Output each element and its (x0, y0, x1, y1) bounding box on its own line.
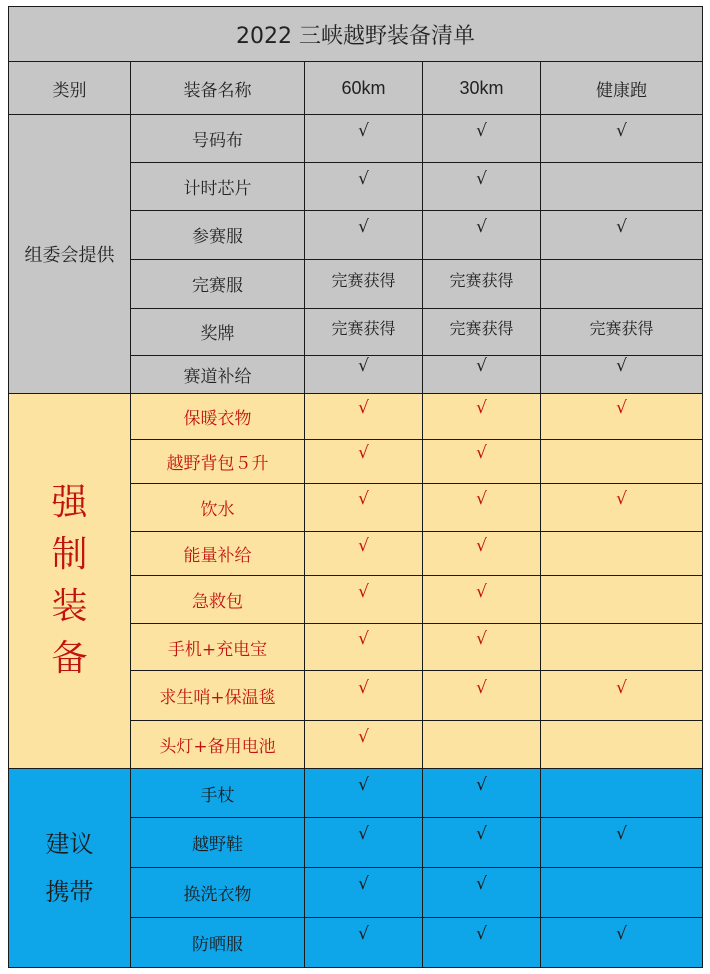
check-mark: √ (476, 677, 487, 698)
check-mark: √ (476, 216, 487, 237)
cell-c60 (305, 115, 423, 163)
check-mark: √ (616, 120, 627, 141)
cell-c60 (305, 769, 423, 817)
header-30km: 30km (423, 62, 541, 115)
cell-c60 (305, 532, 423, 576)
check-mark: √ (616, 924, 627, 945)
category-char: 强 (51, 482, 88, 524)
cell-c30 (423, 483, 541, 531)
category-mandatory (9, 393, 131, 769)
cell-c30 (423, 817, 541, 867)
check-mark: √ (358, 489, 369, 510)
cell-c30 (423, 308, 541, 355)
check-mark: √ (358, 629, 369, 650)
cell-c60 (305, 308, 423, 355)
equipment-list-sheet (8, 6, 702, 968)
cell-c60 (305, 867, 423, 917)
check-mark: √ (358, 168, 369, 189)
header-health-run: 健康跑 (541, 62, 703, 115)
check-mark: √ (476, 120, 487, 141)
header-60km: 60km (305, 62, 423, 115)
cell-c60 (305, 211, 423, 259)
cell-text: 完赛获得 (449, 271, 514, 291)
title-row (9, 7, 703, 62)
check-mark: √ (616, 489, 627, 510)
cell-health (541, 439, 703, 483)
cell-c30 (423, 576, 541, 624)
item-name: 急救包 (131, 576, 305, 624)
cell-c60 (305, 576, 423, 624)
cell-c60 (305, 483, 423, 531)
item-name: 越野背包５升 (131, 439, 305, 483)
item-name: 完赛服 (131, 259, 305, 308)
cell-c30 (423, 671, 541, 721)
check-mark: √ (358, 443, 369, 464)
item-name: 奖牌 (131, 308, 305, 355)
cell-health (541, 393, 703, 439)
cell-c30 (423, 259, 541, 308)
cell-health (541, 211, 703, 259)
cell-c30 (423, 355, 541, 393)
check-mark: √ (616, 398, 627, 419)
check-mark: √ (358, 216, 369, 237)
check-mark: √ (476, 775, 487, 796)
table-row (9, 393, 703, 439)
cell-health (541, 721, 703, 769)
item-name: 手杖 (131, 769, 305, 817)
cell-c30 (423, 769, 541, 817)
cell-c60 (305, 259, 423, 308)
check-mark: √ (476, 398, 487, 419)
item-name: 赛道补给 (131, 355, 305, 393)
check-mark: √ (616, 824, 627, 845)
check-mark: √ (358, 775, 369, 796)
check-mark: √ (476, 874, 487, 895)
cell-c30 (423, 867, 541, 917)
check-mark: √ (476, 629, 487, 650)
cell-health (541, 624, 703, 671)
check-mark: √ (476, 489, 487, 510)
cell-c60 (305, 393, 423, 439)
check-mark: √ (476, 535, 487, 556)
cell-c60 (305, 917, 423, 967)
table-title: 2022 三峡越野装备清单 (9, 7, 703, 62)
check-mark: √ (476, 356, 487, 377)
cell-text: 完赛获得 (331, 271, 396, 291)
item-name: 计时芯片 (131, 163, 305, 211)
header-category: 类别 (9, 62, 131, 115)
item-name: 号码布 (131, 115, 305, 163)
cell-c30 (423, 721, 541, 769)
header-row (9, 62, 703, 115)
category-line: 建议 (45, 830, 94, 859)
category-line: 携带 (45, 878, 94, 907)
cell-c60 (305, 721, 423, 769)
category-organizer: 组委会提供 (9, 115, 131, 394)
cell-c30 (423, 624, 541, 671)
cell-c30 (423, 163, 541, 211)
cell-c30 (423, 211, 541, 259)
cell-c60 (305, 439, 423, 483)
item-name: 手机+充电宝 (131, 624, 305, 671)
item-name: 饮水 (131, 483, 305, 531)
cell-health (541, 308, 703, 355)
check-mark: √ (476, 443, 487, 464)
item-name: 求生哨+保温毯 (131, 671, 305, 721)
check-mark: √ (616, 677, 627, 698)
cell-health (541, 769, 703, 817)
check-mark: √ (476, 581, 487, 602)
cell-c60 (305, 624, 423, 671)
cell-health (541, 115, 703, 163)
cell-c60 (305, 163, 423, 211)
cell-health (541, 867, 703, 917)
equipment-table (8, 6, 703, 968)
cell-health (541, 532, 703, 576)
cell-c60 (305, 671, 423, 721)
cell-c30 (423, 532, 541, 576)
check-mark: √ (616, 216, 627, 237)
cell-text: 完赛获得 (589, 319, 654, 339)
check-mark: √ (358, 924, 369, 945)
item-name: 换洗衣物 (131, 867, 305, 917)
cell-health (541, 671, 703, 721)
category-char: 装 (51, 586, 88, 628)
header-item: 装备名称 (131, 62, 305, 115)
cell-health (541, 817, 703, 867)
item-name: 能量补给 (131, 532, 305, 576)
check-mark: √ (358, 398, 369, 419)
check-mark: √ (476, 924, 487, 945)
check-mark: √ (358, 874, 369, 895)
cell-text: 完赛获得 (449, 319, 514, 339)
cell-health (541, 483, 703, 531)
item-name: 参赛服 (131, 211, 305, 259)
item-name: 头灯+备用电池 (131, 721, 305, 769)
category-char: 备 (51, 638, 88, 680)
check-mark: √ (616, 356, 627, 377)
cell-c30 (423, 917, 541, 967)
check-mark: √ (358, 726, 369, 747)
cell-c60 (305, 355, 423, 393)
cell-c30 (423, 393, 541, 439)
check-mark: √ (358, 120, 369, 141)
item-name: 越野鞋 (131, 817, 305, 867)
item-name: 保暖衣物 (131, 393, 305, 439)
category-char: 制 (51, 534, 88, 576)
cell-text: 完赛获得 (331, 319, 396, 339)
cell-health (541, 917, 703, 967)
cell-c30 (423, 439, 541, 483)
check-mark: √ (358, 677, 369, 698)
cell-health (541, 355, 703, 393)
cell-health (541, 576, 703, 624)
cell-health (541, 163, 703, 211)
cell-health (541, 259, 703, 308)
category-recommended (9, 769, 131, 968)
check-mark: √ (476, 824, 487, 845)
table-row (9, 115, 703, 163)
check-mark: √ (358, 356, 369, 377)
check-mark: √ (358, 535, 369, 556)
cell-c60 (305, 817, 423, 867)
item-name: 防晒服 (131, 917, 305, 967)
check-mark: √ (476, 168, 487, 189)
cell-c30 (423, 115, 541, 163)
table-row (9, 769, 703, 817)
check-mark: √ (358, 824, 369, 845)
check-mark: √ (358, 581, 369, 602)
